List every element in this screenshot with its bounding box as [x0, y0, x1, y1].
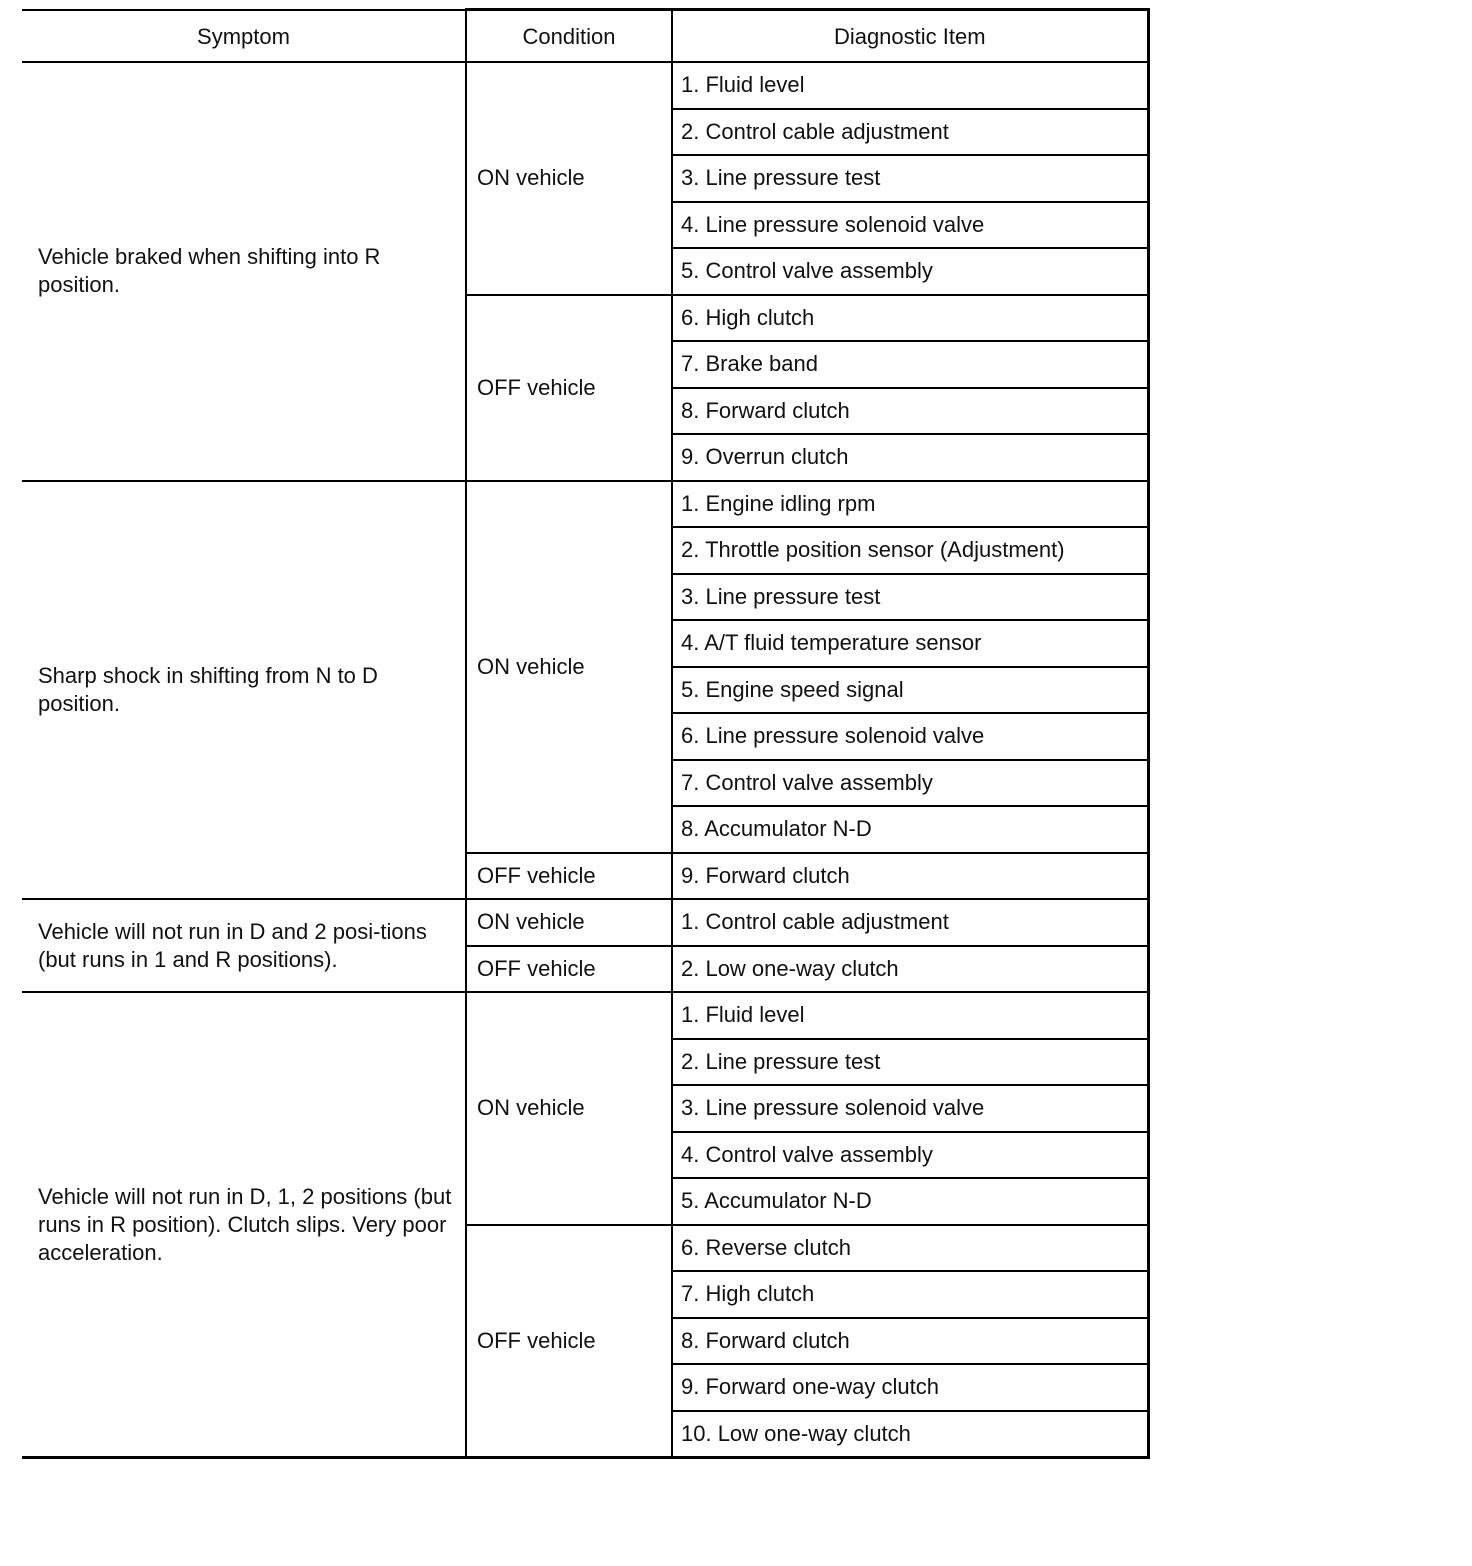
diagnostic-item-cell: 5. Engine speed signal	[672, 667, 1148, 714]
diagnostic-item-cell: 9. Overrun clutch	[672, 434, 1148, 481]
diagnostic-table	[22, 8, 1150, 1459]
table-body	[22, 62, 1148, 1458]
diagnostic-item-cell: 7. Control valve assembly	[672, 760, 1148, 807]
diagnostic-item-cell: 9. Forward one-way clutch	[672, 1364, 1148, 1411]
diagnostic-item-cell: 3. Line pressure solenoid valve	[672, 1085, 1148, 1132]
diagnostic-item-cell: 4. Control valve assembly	[672, 1132, 1148, 1179]
symptom-header: Symptom	[22, 10, 466, 63]
diagnostic-item-cell: 5. Control valve assembly	[672, 248, 1148, 295]
header-row	[22, 10, 1148, 63]
condition-cell: OFF vehicle	[466, 853, 672, 900]
condition-cell: OFF vehicle	[466, 946, 672, 993]
condition-cell: OFF vehicle	[466, 295, 672, 481]
diagnostic-item-cell: 1. Engine idling rpm	[672, 481, 1148, 528]
diagnostic-item-cell: 6. Line pressure solenoid valve	[672, 713, 1148, 760]
diagnostic-item-cell: 2. Control cable adjustment	[672, 109, 1148, 156]
diagnostic-item-cell: 1. Fluid level	[672, 992, 1148, 1039]
diagnostic-item-cell: 8. Accumulator N-D	[672, 806, 1148, 853]
diagnostic-item-cell: 8. Forward clutch	[672, 388, 1148, 435]
symptom-cell: Vehicle will not run in D, 1, 2 positions (but runs in R position). Clutch slips. Very poor acceleration.	[22, 992, 466, 1458]
diagnostic-item-cell: 4. A/T fluid temperature sensor	[672, 620, 1148, 667]
diagnostic-item-cell: 1. Fluid level	[672, 62, 1148, 109]
diagnostic-item-cell: 8. Forward clutch	[672, 1318, 1148, 1365]
table-row	[22, 899, 1148, 946]
condition-cell: ON vehicle	[466, 62, 672, 295]
diagnostic-item-cell: 3. Line pressure test	[672, 155, 1148, 202]
diagnostic-item-cell: 2. Throttle position sensor (Adjustment)	[672, 527, 1148, 574]
table-row	[22, 62, 1148, 109]
diagnostic-item-cell: 6. High clutch	[672, 295, 1148, 342]
symptom-cell: Sharp shock in shifting from N to D position.	[22, 481, 466, 900]
diagnostic-item-cell: 6. Reverse clutch	[672, 1225, 1148, 1272]
condition-cell: ON vehicle	[466, 899, 672, 946]
condition-cell: ON vehicle	[466, 481, 672, 853]
diagnostic-item-cell: 7. High clutch	[672, 1271, 1148, 1318]
symptom-cell: Vehicle braked when shifting into R position.	[22, 62, 466, 481]
table-row	[22, 992, 1148, 1039]
diagnostic-item-cell: 2. Low one-way clutch	[672, 946, 1148, 993]
diagnostic-item-cell: 4. Line pressure solenoid valve	[672, 202, 1148, 249]
diagnostic-item-cell: 1. Control cable adjustment	[672, 899, 1148, 946]
diagnostic-item-header: Diagnostic Item	[672, 10, 1148, 63]
symptom-cell: Vehicle will not run in D and 2 posi-tions (but runs in 1 and R positions).	[22, 899, 466, 992]
diagnostic-item-cell: 9. Forward clutch	[672, 853, 1148, 900]
diagnostic-item-cell: 7. Brake band	[672, 341, 1148, 388]
diagnostic-item-cell: 2. Line pressure test	[672, 1039, 1148, 1086]
condition-header: Condition	[466, 10, 672, 63]
table-row	[22, 481, 1148, 528]
diagnostic-item-cell: 5. Accumulator N-D	[672, 1178, 1148, 1225]
diagnostic-item-cell: 10. Low one-way clutch	[672, 1411, 1148, 1458]
condition-cell: ON vehicle	[466, 992, 672, 1225]
condition-cell: OFF vehicle	[466, 1225, 672, 1458]
diagnostic-item-cell: 3. Line pressure test	[672, 574, 1148, 621]
